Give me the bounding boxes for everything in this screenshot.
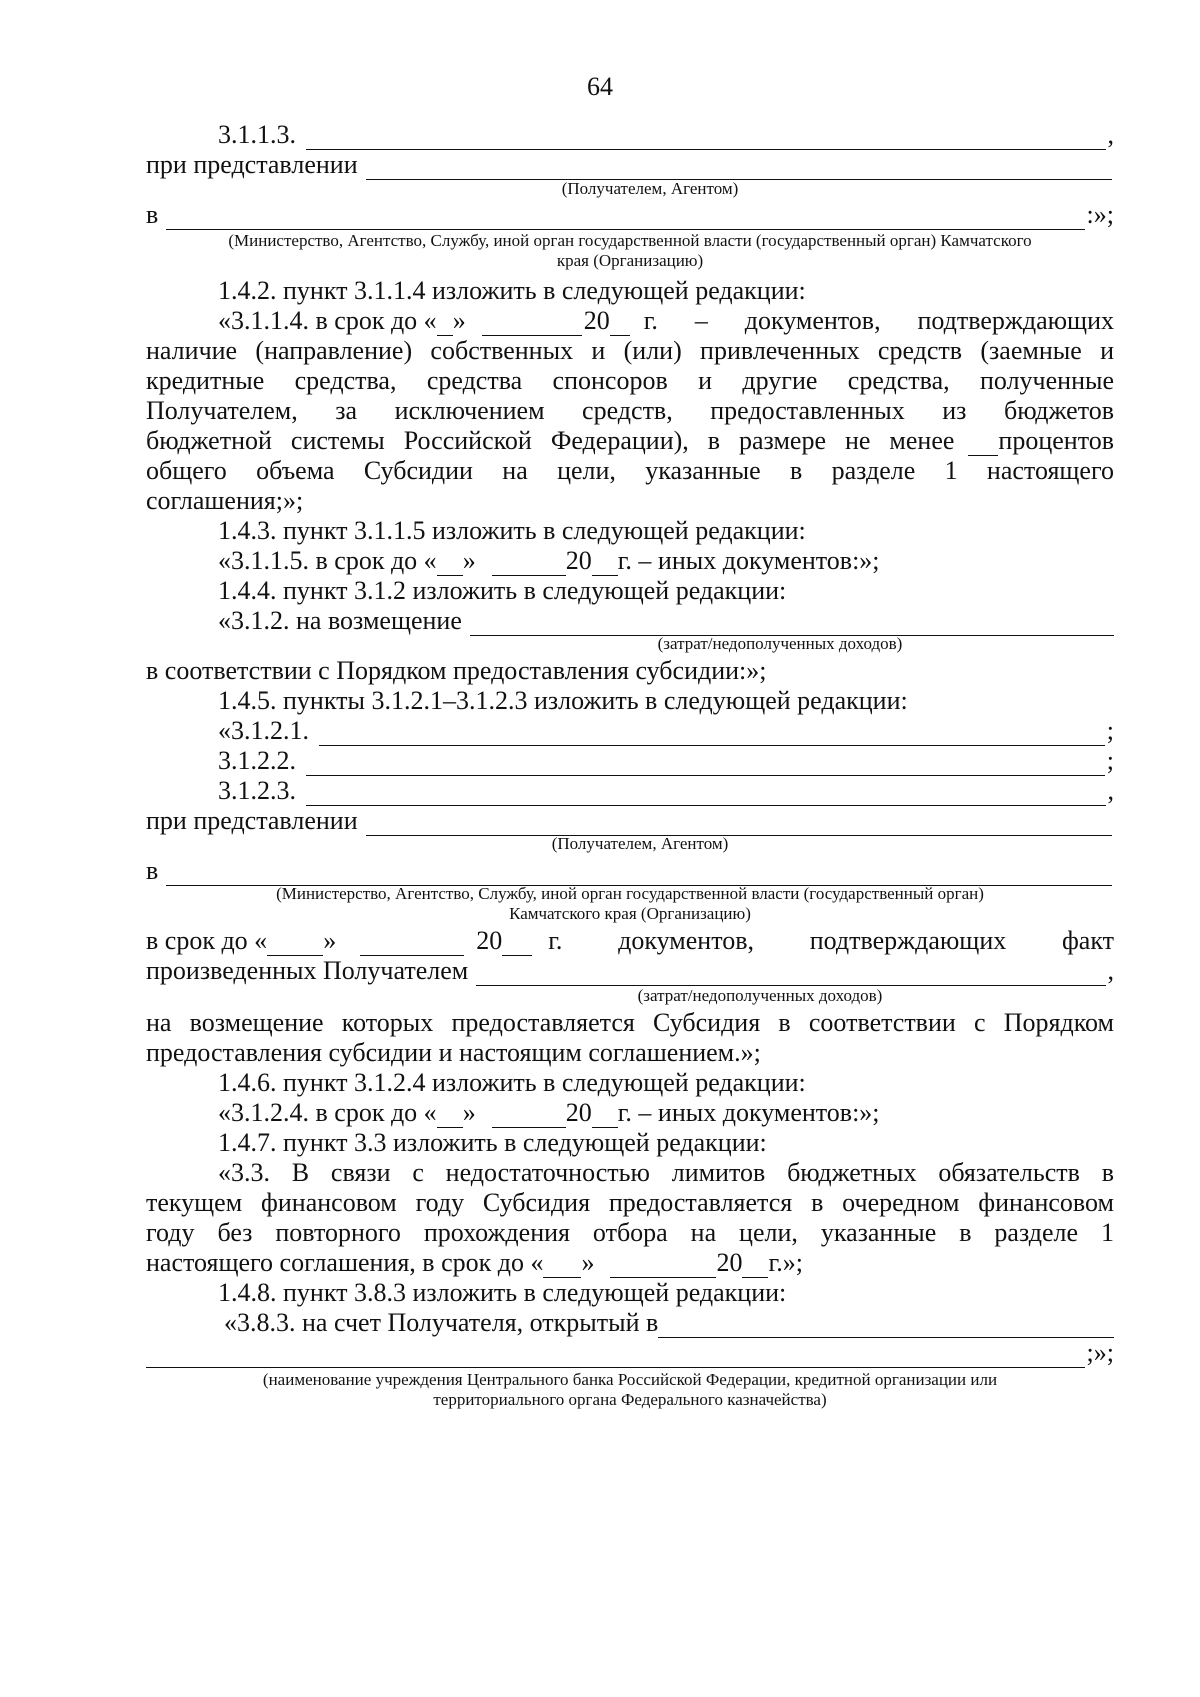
caption-recipient-2: (Получателем, Агентом) (551, 834, 729, 853)
para-line-07: кредитные средства, средства спонсоров и другие средства, полученные (146, 366, 1114, 395)
blank-3-1-2-2 (306, 751, 1105, 776)
item-3-1-1-3-label: 3.1.1.3. (218, 120, 296, 149)
year-prefix-5: 20 (716, 1248, 743, 1277)
year-prefix-1: 20 (583, 306, 610, 335)
year-prefix-3: 20 (476, 926, 503, 955)
para-line-25: на возмещение которых предоставляется Субсидия в соответствии с Порядком (146, 1008, 1114, 1037)
caption-bank-b: территориального органа Федерального казначейства) (433, 1390, 827, 1409)
clause-1-4-6: 1.4.6. пункт 3.1.2.4 изложить в следующей редакции: (218, 1068, 806, 1097)
blank-month-4 (492, 1103, 566, 1128)
blank-authority-2 (166, 861, 1112, 886)
bank-line-2 (146, 1338, 1114, 1368)
page-number: 64 (587, 72, 613, 101)
incurred-label: произведенных Получателем (146, 956, 469, 985)
quote-close-5: » (581, 1248, 595, 1277)
deadline-start: в срок до « (146, 926, 268, 955)
provision-line-2 (146, 806, 1114, 836)
item-3-8-3-line (146, 1308, 1114, 1338)
blank-percent (968, 431, 998, 456)
quote-close-3: » (323, 926, 337, 955)
deadline-rest: г. документов, подтверждающих факт (548, 926, 1114, 955)
clause-1-4-4: 1.4.4. пункт 3.1.2 изложить в следующей редакции: (218, 576, 787, 605)
provision-label-2: при представлении (146, 806, 358, 835)
para-line-33 (146, 1248, 1114, 1278)
blank-3-1-2-1 (319, 721, 1105, 746)
blank-day-5 (543, 1253, 581, 1278)
clause-1-4-5: 1.4.5. пункты 3.1.2.1–3.1.2.3 изложить в следующей редакции: (218, 686, 908, 715)
item-3-1-2-2-label: 3.1.2.2. (218, 746, 296, 775)
percent-text: бюджетной системы Российской Федерации), в размере не менее (146, 426, 955, 455)
para-line-09 (146, 426, 1114, 456)
quote-close-2: » (462, 546, 476, 575)
item-3-1-2-2-punct: ; (1106, 746, 1114, 775)
para-line-11: соглашения;»; (146, 486, 304, 515)
percent-word: процентов (998, 426, 1114, 455)
item-3-1-2-4-start: «3.1.2.4. в срок до « (218, 1098, 437, 1127)
caption-authority-2b: Камчатского края (Организацию) (509, 904, 751, 923)
clause-1-4-3: 1.4.3. пункт 3.1.1.5 изложить в следующей редакции: (218, 516, 806, 545)
caption-costs-2: (затрат/недополученных доходов) (637, 986, 883, 1005)
deadline-line (146, 926, 1114, 956)
caption-costs-1: (затрат/недополученных доходов) (657, 634, 903, 653)
item-3-1-2-3-label: 3.1.2.3. (218, 776, 296, 805)
item-3-1-2-3-punct: , (1107, 776, 1114, 805)
item-3-1-1-3 (146, 120, 1114, 150)
item-3-1-1-4-rest: г. – документов, подтверждающих (643, 306, 1114, 335)
blank-year-4 (592, 1103, 618, 1128)
clause-1-4-2: 1.4.2. пункт 3.1.1.4 изложить в следующей редакции: (218, 276, 806, 305)
blank-year-2 (592, 551, 618, 576)
blank-recipient-1 (366, 155, 1112, 180)
incurred-line (146, 956, 1114, 986)
blank-authority-1 (166, 205, 1084, 230)
item-3-1-2-4-line (146, 1098, 1114, 1128)
item-3-1-2-text: «3.1.2. на возмещение (218, 606, 462, 635)
blank-day-2 (437, 551, 463, 576)
para-line-31: текущем финансовом году Субсидия предоставляется в очередном финансовом (146, 1188, 1114, 1217)
item-3-1-2-1 (146, 716, 1114, 746)
item-3-8-3-text: «3.8.3. на счет Получателя, открытый в (224, 1308, 659, 1337)
blank-3-1-2-3 (306, 781, 1106, 806)
blank-3-1-1-3 (306, 125, 1106, 150)
para-line-16: в соответствии с Порядком предоставления субсидии:»; (146, 656, 767, 685)
bank-line-punct: ;»; (1086, 1338, 1114, 1367)
clause-1-4-8: 1.4.8. пункт 3.8.3 изложить в следующей редакции: (218, 1278, 787, 1307)
blank-day-1 (437, 311, 453, 336)
para-line-10: общего объема Субсидии на цели, указанные в разделе 1 настоящего (146, 456, 1114, 485)
authority-suffix-1: :»; (1086, 200, 1114, 229)
year-prefix-4: 20 (565, 1098, 592, 1127)
item-3-1-2-4-rest: г. – иных документов:»; (617, 1098, 880, 1127)
item-3-1-1-5-start: «3.1.1.5. в срок до « (218, 546, 437, 575)
item-3-1-1-3-punct: , (1107, 120, 1114, 149)
blank-bank-2 (146, 1343, 1085, 1368)
item-3-1-1-5-rest: г. – иных документов:»; (617, 546, 880, 575)
caption-authority-1a: (Министерство, Агентство, Службу, иной орган государственной власти (государственный орган) Камчатского (228, 231, 1032, 250)
para-line-30: «3.3. В связи с недостаточностью лимитов бюджетных обязательств в (218, 1158, 1114, 1187)
blank-month-1 (482, 311, 582, 336)
blank-costs-2 (476, 961, 1105, 986)
blank-year-5 (742, 1253, 768, 1278)
quote-close-4: » (462, 1098, 476, 1127)
caption-recipient-1: (Получателем, Агентом) (561, 179, 739, 198)
item-3-1-2-1-punct: ; (1106, 716, 1114, 745)
para-line-32: году без повторного прохождения отбора на цели, указанные в разделе 1 (146, 1218, 1114, 1247)
quote-close-1: » (452, 306, 466, 335)
caption-bank-a: (наименование учреждения Центрального банка Российской Федерации, кредитной организации или (262, 1370, 998, 1389)
blank-month-5 (610, 1253, 716, 1278)
item-3-1-1-4-line (146, 306, 1114, 336)
item-3-1-1-4-start: «3.1.1.4. в срок до « (218, 306, 437, 335)
provision-label-1: при представлении (146, 150, 358, 179)
item-3-3-end: г.»; (768, 1248, 803, 1277)
item-3-3-deadline: настоящего соглашения, в срок до « (146, 1248, 544, 1277)
authority-line-1 (146, 200, 1114, 230)
incurred-punct: , (1107, 956, 1114, 985)
blank-day-3 (267, 931, 323, 956)
provision-line-1 (146, 150, 1114, 180)
caption-authority-1b: края (Организацию) (556, 251, 704, 270)
caption-authority-2a: (Министерство, Агентство, Службу, иной орган государственной власти (государственный орган) (276, 884, 984, 903)
para-line-06: наличие (направление) собственных и (или) привлеченных средств (заемные и (146, 336, 1114, 365)
authority-prefix-2: в (146, 856, 159, 885)
blank-year-3 (502, 931, 532, 956)
item-3-1-2-line (146, 606, 1114, 636)
blank-bank-1 (658, 1313, 1114, 1338)
clause-1-4-7: 1.4.7. пункт 3.3 изложить в следующей редакции: (218, 1128, 767, 1157)
blank-month-3 (360, 931, 464, 956)
item-3-1-1-5-line (146, 546, 1114, 576)
blank-costs-1 (470, 611, 1114, 636)
item-3-1-2-1-label: «3.1.2.1. (218, 716, 309, 745)
para-line-08: Получателем, за исключением средств, предоставленных из бюджетов (146, 396, 1114, 425)
item-3-1-2-3 (146, 776, 1114, 806)
item-3-1-2-2 (146, 746, 1114, 776)
authority-line-2 (146, 856, 1114, 886)
year-prefix-2: 20 (565, 546, 592, 575)
authority-prefix-1: в (146, 200, 159, 229)
blank-recipient-2 (366, 811, 1112, 836)
para-line-26: предоставления субсидии и настоящим соглашением.»; (146, 1038, 761, 1067)
blank-year-1 (610, 311, 630, 336)
blank-day-4 (437, 1103, 463, 1128)
blank-month-2 (492, 551, 566, 576)
